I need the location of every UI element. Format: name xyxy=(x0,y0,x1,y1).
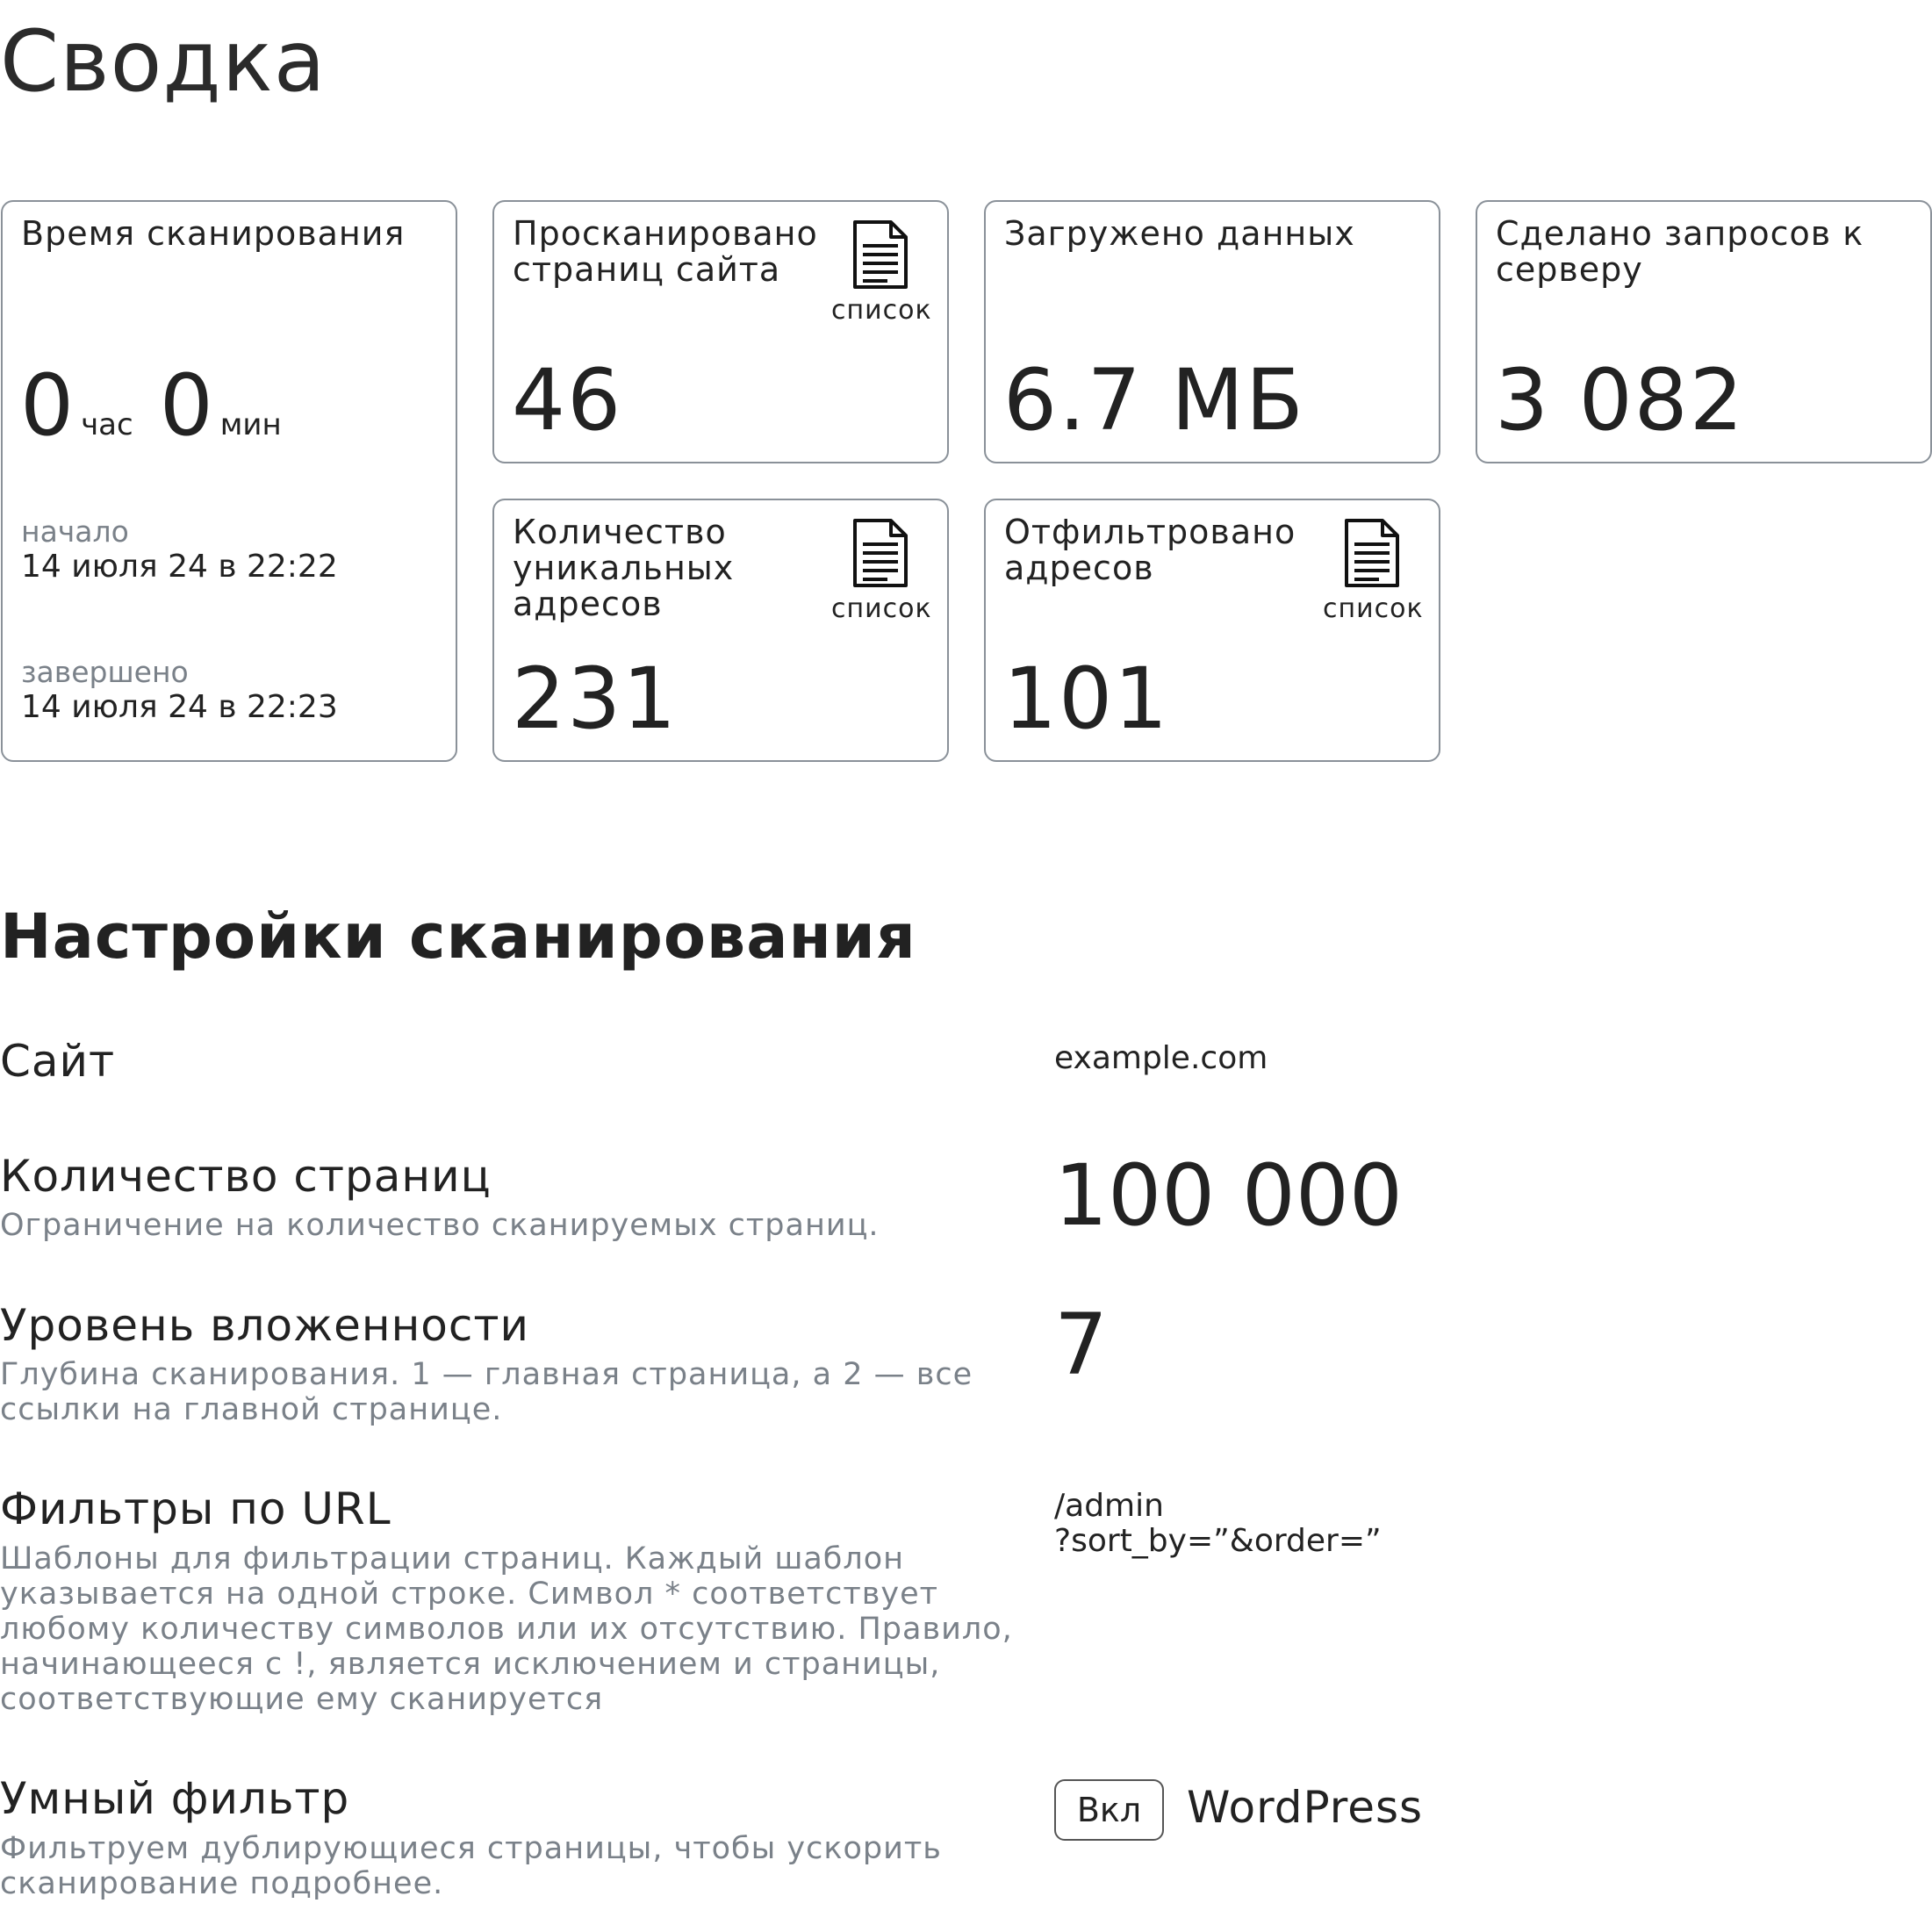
depth-desc: Глубина сканирования. 1 — главная страница, а 2 — все ссылки на главной странице. xyxy=(0,1357,973,1427)
unique-urls-list-label: список xyxy=(831,593,932,624)
pages-scanned-title: Просканировано страниц сайта xyxy=(513,214,818,289)
data-loaded-title: Загружено данных xyxy=(1004,214,1355,253)
filtered-urls-value: 101 xyxy=(1003,650,1170,748)
depth-value: 7 xyxy=(1054,1296,1109,1394)
page-limit-desc: Ограничение на количество сканируемых страниц. xyxy=(0,1208,880,1243)
scan-time-card xyxy=(1,200,457,762)
site-value: example.com xyxy=(1054,1040,1268,1076)
minutes-unit: мин xyxy=(219,407,282,442)
requests-card xyxy=(1476,200,1932,463)
cms-name: WordPress xyxy=(1187,1782,1424,1833)
document-icon xyxy=(852,518,909,588)
data-loaded-value: 6.7 МБ xyxy=(1003,351,1305,449)
filtered-urls-list-label: список xyxy=(1323,593,1424,624)
smart-filter-toggle[interactable]: Вкл xyxy=(1054,1779,1164,1841)
hours-unit: час xyxy=(81,407,133,442)
start-label: начало xyxy=(21,514,129,549)
page-limit-value: 100 000 xyxy=(1054,1146,1403,1245)
page-title: Сводка xyxy=(0,12,327,111)
page-limit-label: Количество страниц xyxy=(0,1151,492,1202)
settings-title: Настройки сканирования xyxy=(0,901,916,973)
unique-urls-title: Количество уникальных адресов xyxy=(513,513,735,623)
requests-value: 3 082 xyxy=(1495,351,1745,449)
pages-scanned-value: 46 xyxy=(512,351,623,449)
filtered-urls-list-link[interactable] xyxy=(1323,518,1424,624)
url-filter-pattern: /admin xyxy=(1054,1488,1164,1524)
start-value: 14 июля 24 в 22:22 xyxy=(21,549,338,585)
url-filters-label: Фильтры по URL xyxy=(0,1483,391,1534)
end-label: завершено xyxy=(21,655,189,689)
depth-label: Уровень вложенности xyxy=(0,1300,529,1351)
smart-filter-label: Умный фильтр xyxy=(0,1773,350,1824)
unique-urls-card xyxy=(492,499,949,762)
requests-title: Сделано запросов к серверу xyxy=(1496,214,1864,289)
url-filters-desc: Шаблоны для фильтрации страниц. Каждый шаблон указывается на одной строке. Символ * соответствует любому количеству символов или их отсутствию. Правило, начинающееся с !, является исключением и страницы, соответствующие ему сканируется xyxy=(0,1541,1013,1717)
end-value: 14 июля 24 в 22:23 xyxy=(21,689,338,725)
data-loaded-card xyxy=(984,200,1440,463)
scan-time-title: Время сканирования xyxy=(21,214,406,253)
site-label: Сайт xyxy=(0,1036,116,1087)
pages-list-label: список xyxy=(831,295,932,326)
pages-list-link[interactable] xyxy=(831,219,930,326)
document-icon xyxy=(1344,518,1400,588)
filtered-urls-title: Отфильтровано адресов xyxy=(1004,513,1296,587)
hours-value: 0 xyxy=(20,356,75,455)
url-filter-pattern: ?sort_by=”&order=” xyxy=(1054,1523,1382,1559)
filtered-urls-card xyxy=(984,499,1440,762)
pages-scanned-card xyxy=(492,200,949,463)
minutes-value: 0 xyxy=(159,356,213,455)
document-icon xyxy=(852,219,909,290)
smart-filter-desc: Фильтруем дублирующиеся страницы, чтобы ускорить сканирование подробнее. xyxy=(0,1831,942,1901)
scan-duration xyxy=(20,356,308,455)
unique-urls-value: 231 xyxy=(512,650,679,748)
unique-urls-list-link[interactable] xyxy=(831,518,930,624)
